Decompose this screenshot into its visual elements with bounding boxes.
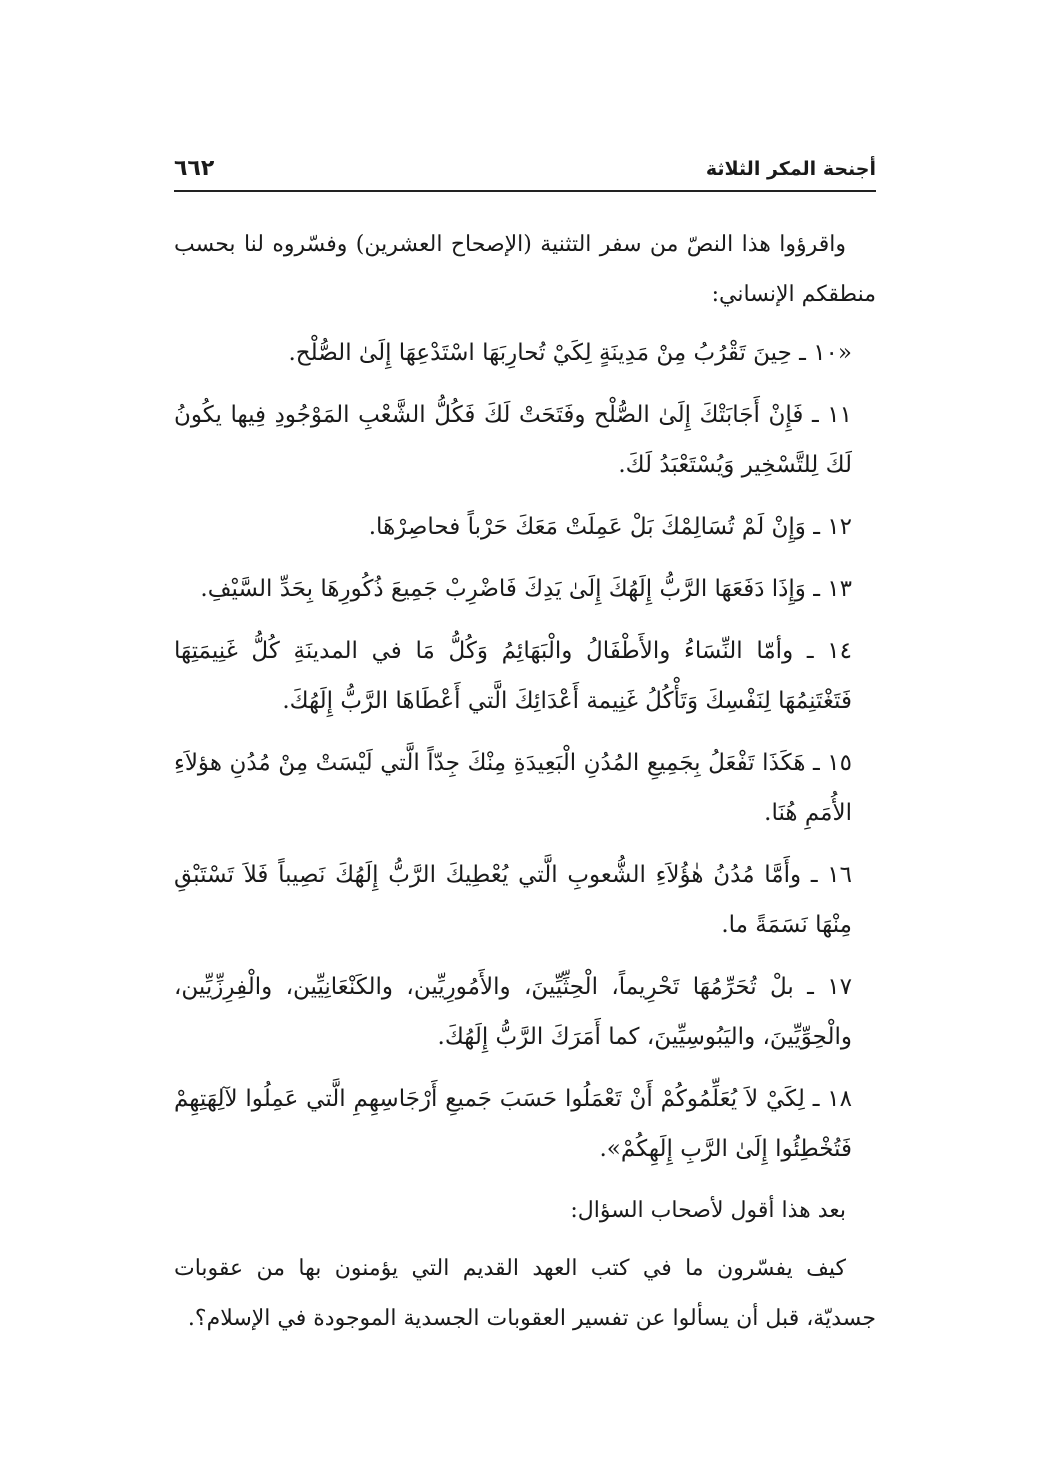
verse-11: ١١ ـ فَإِنْ أَجَابَتْكَ إِلَىٰ الصُّلْح وفَتَحَتْ لَكَ فَكُلُّ الشَّعْبِ المَوْجُودِ فِيها يكُونُ لَكَ لِلتَّسْخِير وَيُسْتَعْبَدُ لَكَ. (174, 402, 852, 478)
verse-13: ١٣ ـ وَإِذَا دَفَعَهَا الرَّبُّ إِلَهُكَ إِلَىٰ يَدِكَ فَاضْرِبْ جَمِيعَ ذُكُورِهَا بِحَدِّ السَّيْفِ. (200, 576, 852, 602)
verse-18: ١٨ ـ لِكَيْ لاَ يُعَلِّمُوكُمْ أَنْ تَعْمَلُوا حَسَبَ جَميعِ أَرْجَاسِهِمِ الَّتي عَمِلُوا لآلِهَتِهِمْ فَتُخْطِئُوا إِلَىٰ الرَّبِ إِلَهِكُمْ». (174, 1086, 852, 1162)
closing-paragraph: كيف يفسّرون ما في كتب العهد القديم التي يؤمنون بها من عقوبات جسديّة، قبل أن يسألوا عن تفسير العقوبات الجسدية الموجودة في الإسلام؟. (174, 1256, 876, 1331)
verse-15: ١٥ ـ هَكَذَا تَفْعَلُ بِجَمِيعِ المُدُنِ الْبَعِيدَةِ مِنْكَ جِدّاً الَّتي لَيْسَتْ مِنْ مُدُنِ هؤلاَءِ الأُمَمِ هُنَا. (174, 750, 852, 826)
verse-12: ١٢ ـ وَإِنْ لَمْ تُسَالِمْكَ بَلْ عَمِلَتْ مَعَكَ حَرْباً فحاصِرْهَا. (368, 514, 852, 540)
header-rule (174, 190, 876, 192)
running-header (174, 150, 876, 190)
body-text (174, 220, 876, 1352)
intro-paragraph: واقرؤوا هذا النصّ من سفر التثنية (الإصحاح العشرين) وفسّروه لنا بحسب منطقكم الإنساني: (174, 232, 876, 307)
verse-17: ١٧ ـ بلْ تُحَرِّمُهَا تَحْرِيماً، الْحِثِّيِّينَ، والأَمُورِيِّين، والكَنْعَانِيِّين، والْفِرِزِّيِّين، والْحِوِّيِّينَ، واليَبُوسِيِّينَ، كما أَمَرَكَ الرَّبُّ إِلَهُكَ. (174, 974, 852, 1050)
after-paragraph: بعد هذا أقول لأصحاب السؤال: (570, 1198, 846, 1223)
verse-10: «١٠ ـ حِينَ تَقْرُبُ مِنْ مَدِينَةٍ لِكَيْ تُحارِبَهَا اسْتَدْعِهَا إِلَىٰ الصُّلْح. (288, 340, 852, 366)
verse-16: ١٦ ـ وأَمَّا مُدُنُ هٰؤُلاَءِ الشُّعوبِ الَّتي يُعْطِيكَ الرَّبُّ إِلَهُكَ نَصِيباً فَلاَ تَسْتَبْقِ مِنْهَا نَسَمَةً ما. (174, 862, 852, 938)
verse-14: ١٤ ـ وأمّا النِّسَاءُ والأَطْفَالُ والْبَهَائِمُ وَكُلُّ مَا في المدينَةِ كُلُّ غَنِيمَتِهَا فَتَغْتَنِمُهَا لِنَفْسِكَ وَتَأْكُلُ غَنِيمة أَعْدَائِكَ الَّتي أَعْطَاهَا الرَّبُّ إِلَهُكَ. (174, 638, 852, 714)
running-title: أجنحة المكر الثلاثة (705, 158, 876, 180)
page-number: ٦٦٢ (174, 156, 215, 181)
